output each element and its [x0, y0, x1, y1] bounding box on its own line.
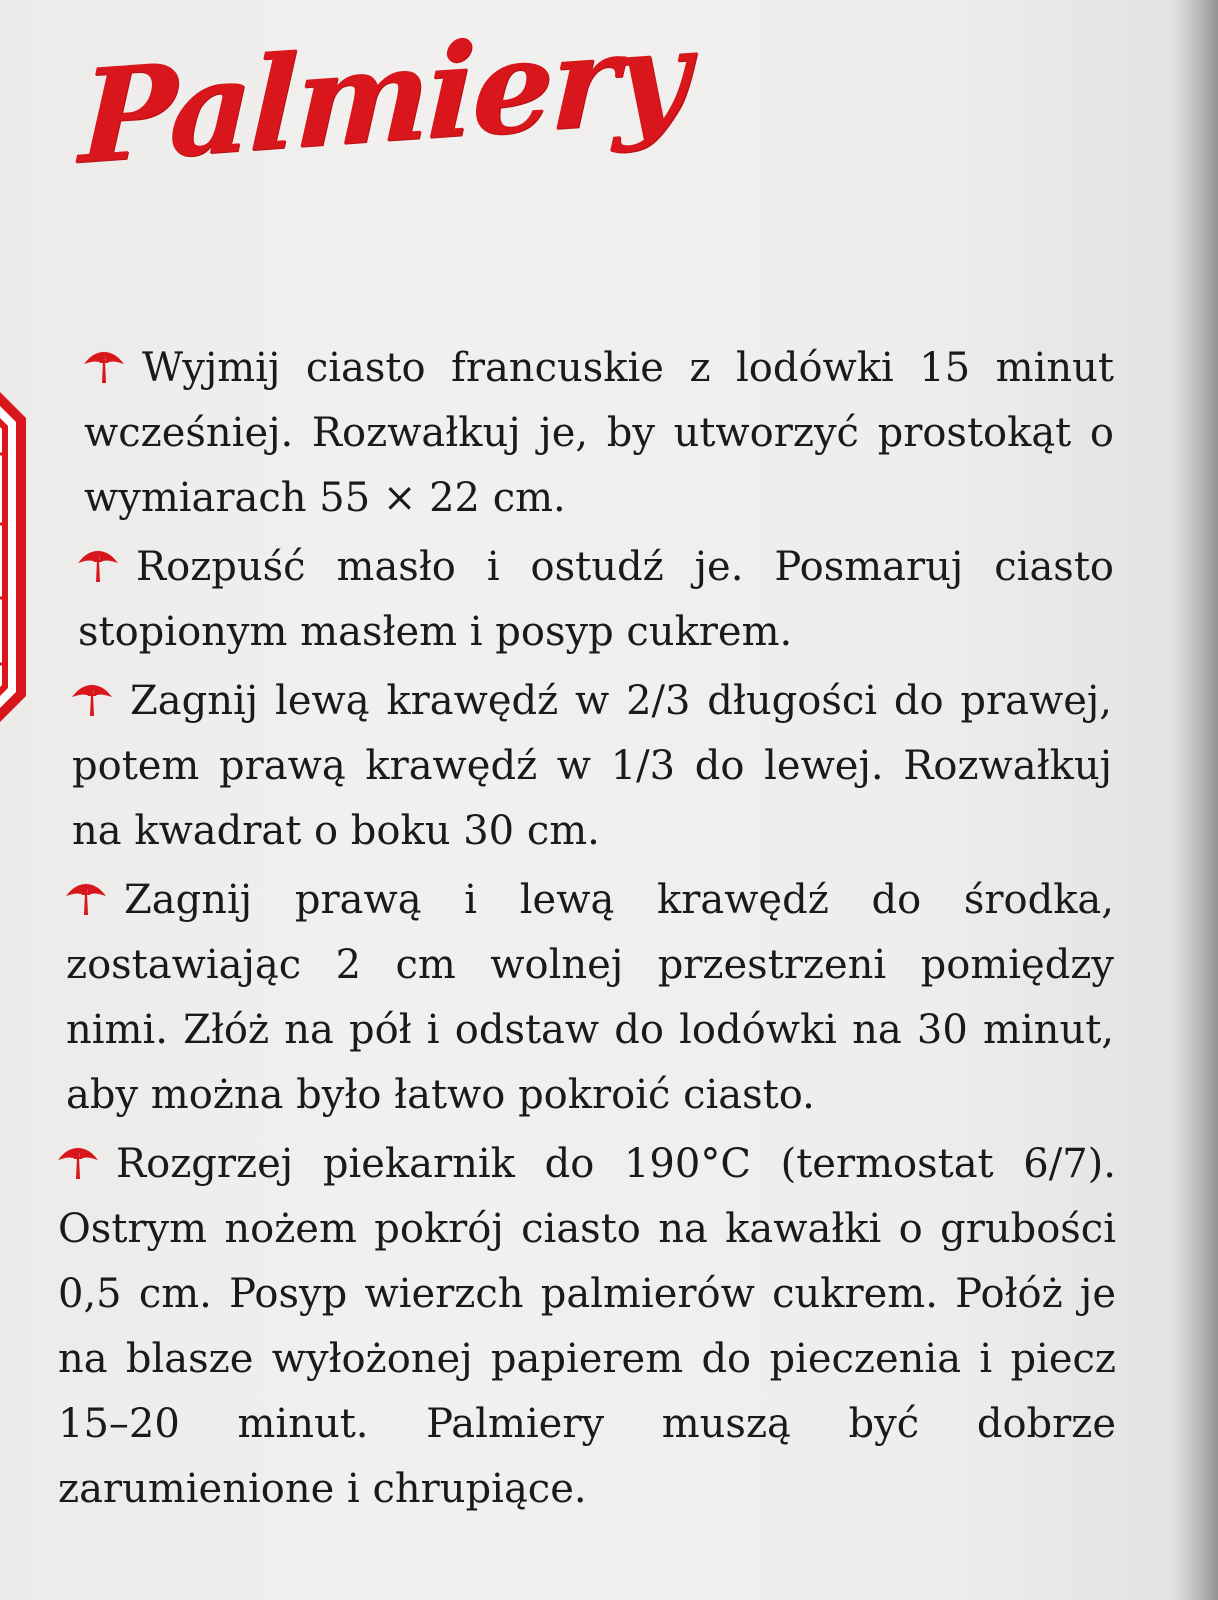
- recipe-step-text: Wyjmij ciasto francuskie z lodówki 15 minut wcześniej. Rozwałkuj je, by utworzyć prostokąt o wymiarach 55 × 22 cm.: [84, 345, 1114, 521]
- recipe-step-text: Zagnij prawą i lewą krawędź do środka, zostawiając 2 cm wolnej przestrzeni pomiędzy nimi. Złóż na pół i odstaw do lodówki na 30 minut, aby można było łatwo pokroić ciasto.: [66, 877, 1114, 1118]
- palm-tree-icon: [72, 682, 112, 718]
- recipe-step-text: Zagnij lewą krawędź w 2/3 długości do prawej, potem prawą krawędź w 1/3 do lewej. Rozwałkuj na kwadrat o boku 30 cm.: [72, 678, 1112, 854]
- palm-tree-icon: [66, 881, 106, 917]
- palm-tree-icon: [78, 548, 118, 584]
- recipe-step: [66, 868, 1114, 1128]
- recipe-title: [77, 0, 689, 238]
- recipe-step: [78, 535, 1114, 665]
- palm-tree-icon: [84, 349, 124, 385]
- side-frame-ornament: [0, 392, 32, 722]
- recipe-step: [72, 669, 1112, 864]
- recipe-step-text: Rozpuść masło i ostudź je. Posmaruj ciasto stopionym masłem i posyp cukrem.: [78, 544, 1114, 655]
- recipe-steps: [58, 336, 1118, 1526]
- recipe-step: [58, 1132, 1116, 1522]
- recipe-title-text: Palmiery: [77, 0, 689, 194]
- recipe-step-text: Rozgrzej piekarnik do 190°C (termostat 6/7). Ostrym nożem pokrój ciasto na kawałki o grubości 0,5 cm. Posyp wierzch palmierów cukrem. Połóż je na blasze wyłożonej papierem do pieczenia i piecz 15–20 minut. Palmiery muszą być dobrze zarumienione i chrupiące.: [58, 1141, 1116, 1512]
- palm-tree-icon: [58, 1145, 98, 1181]
- page-edge-shadow: [1178, 0, 1218, 1600]
- recipe-step: [84, 336, 1114, 531]
